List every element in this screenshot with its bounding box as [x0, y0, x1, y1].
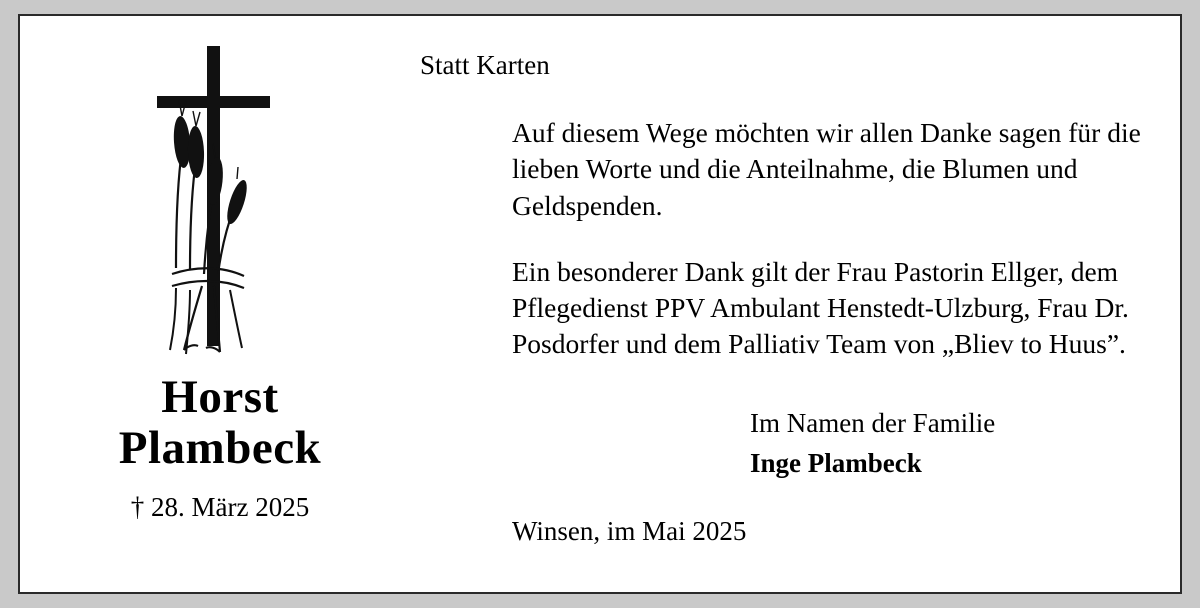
thanks-text-block	[512, 115, 1150, 363]
thanks-paragraph-2: Ein besonderer Dank gilt der Frau Pastorin Ellger, dem Pflegedienst PPV Ambulant Henstedt-Ulzburg, Frau Dr. Posdorfer und dem Palliativ Team von „Bliev to Huus”.	[512, 255, 1129, 360]
card-heading: Statt Karten	[420, 50, 550, 80]
obituary-card	[18, 14, 1182, 594]
thanks-paragraph-1: Auf diesem Wege möchten wir allen Danke sagen für die lieben Worte und die Anteilnahme, die Blumen und Geldspenden.	[512, 117, 1141, 221]
memorial-right-column	[420, 16, 1180, 592]
deceased-last-name: Plambeck	[118, 421, 322, 474]
cross-with-wheat-sheaf-icon	[110, 38, 330, 368]
memorial-left-column	[20, 16, 420, 592]
death-date: † 28. März 2025	[130, 491, 310, 522]
deceased-name	[119, 372, 321, 474]
closing-line: Im Namen der Familie	[750, 407, 996, 438]
place-and-date: Winsen, im Mai 2025	[512, 515, 747, 546]
family-signature-name: Inge Plambeck	[750, 448, 922, 479]
deceased-first-name: Horst	[161, 371, 279, 423]
closing-block	[750, 405, 1150, 482]
